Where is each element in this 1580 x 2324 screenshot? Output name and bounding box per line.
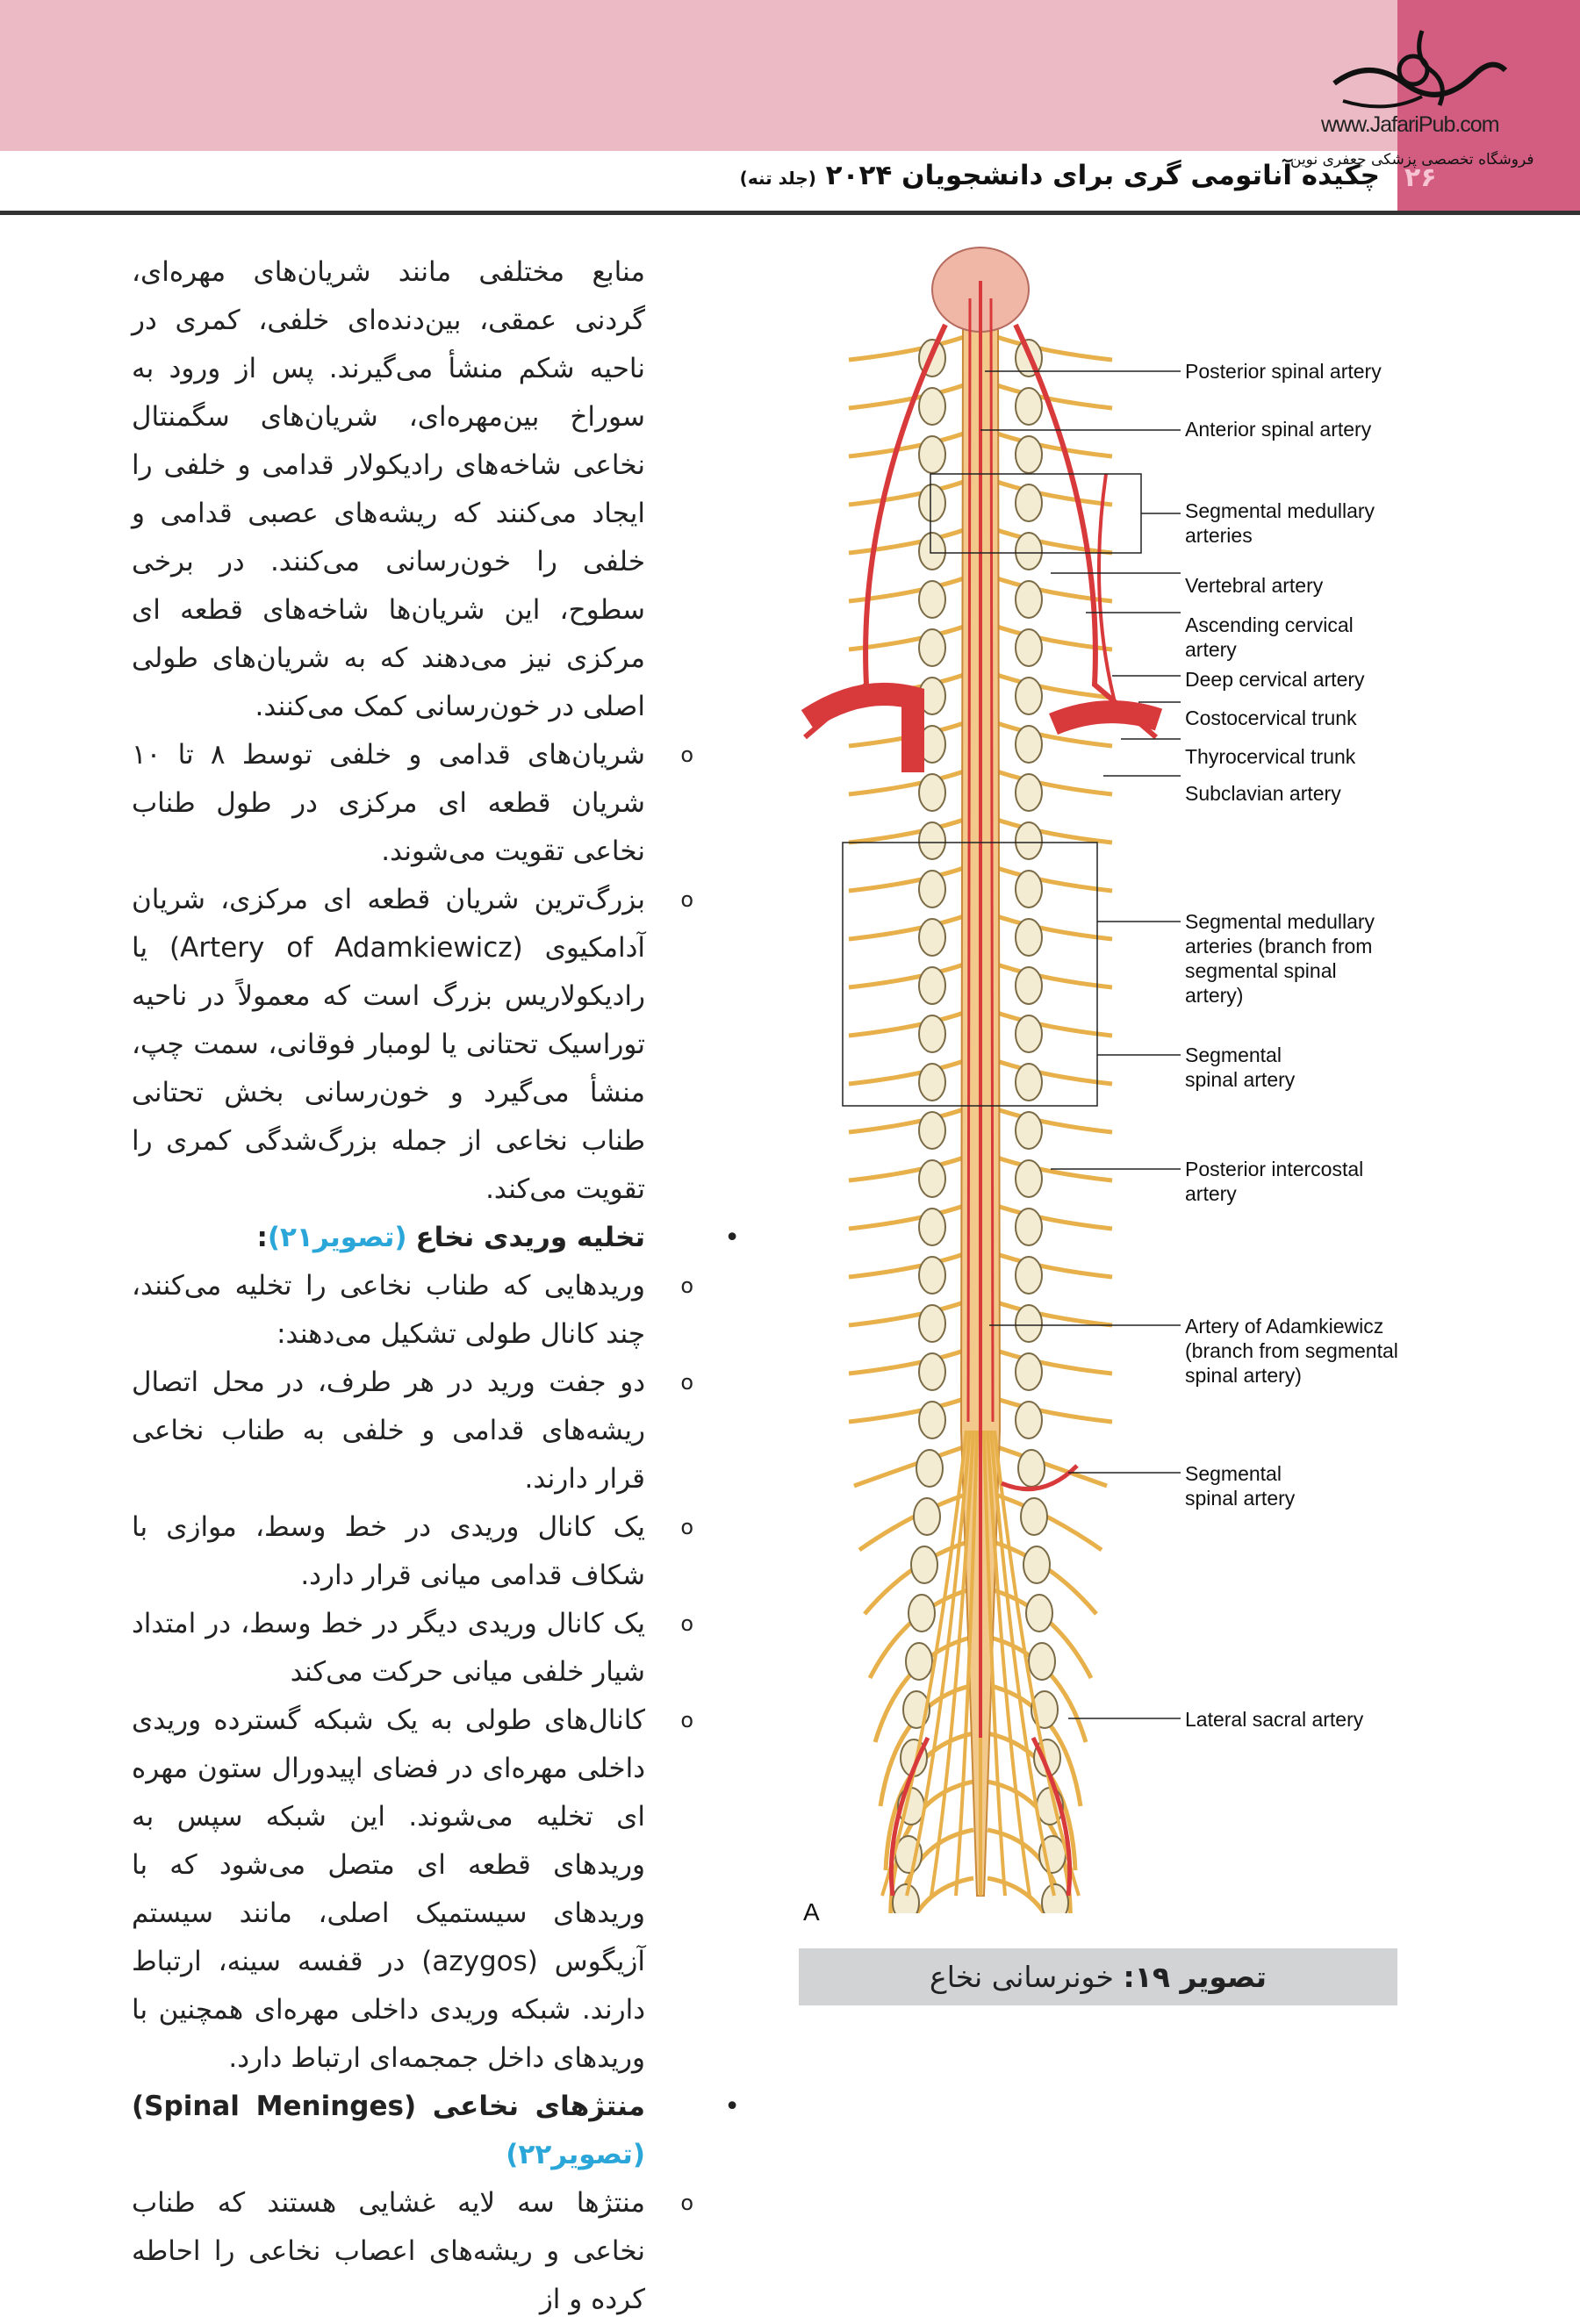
circle-bullet-icon: o — [680, 2191, 693, 2215]
label-thyrocervical-trunk: Thyrocervical trunk — [1185, 745, 1356, 768]
label-deep-cervical-artery: Deep cervical artery — [1185, 668, 1365, 691]
dorsal-root-ganglion — [908, 1595, 935, 1632]
dorsal-root-ganglion — [914, 1498, 940, 1535]
spinal-nerve — [988, 1202, 1112, 1229]
header-band — [0, 0, 1397, 151]
dorsal-root-ganglion — [919, 1160, 945, 1197]
dorsal-root-ganglion — [919, 1064, 945, 1101]
spinal-nerve — [988, 430, 1112, 456]
dorsal-root-ganglion — [1016, 629, 1042, 666]
dorsal-root-ganglion — [919, 822, 945, 859]
spinal-nerve — [988, 1444, 1107, 1486]
dorsal-root-ganglion — [919, 1353, 945, 1390]
subclavian-artery — [1053, 712, 1159, 724]
spinal-nerve — [849, 1395, 973, 1422]
dorsal-root-ganglion — [1016, 1015, 1042, 1052]
spinal-nerve — [988, 864, 1112, 891]
spinal-nerve — [854, 1444, 973, 1486]
heading-text: منتژهای نخاعی (Spinal Meninges) — [132, 2091, 645, 2122]
list-item-text: کانال‌های طولی به یک شبکه گسترده وریدی داخلی مهره‌ای در فضای اپیدورال ستون مهره ای تخلیه می‌شوند. این شبکه سپس به وریدهای قطعه ای متصل می‌شود که با وریدهای سیستمیک اصلی، مانند سیستم آزیگوس (azygos) در قفسه سینه، ارتباط دارند. شبکه وریدی داخلی مهره‌ای همچنین با وریدهای داخل جمجمه‌ای ارتباط دارد. — [132, 1704, 645, 2074]
dorsal-root-ganglion — [906, 1643, 932, 1680]
spinal-nerve — [849, 334, 973, 360]
spinal-nerve — [849, 1009, 973, 1036]
book-volume: (جلد تنه) — [739, 168, 816, 189]
section-heading-venous — [132, 1214, 740, 1262]
spinal-nerve — [849, 430, 973, 456]
shop-name: فروشگاه تخصصی پزشکی جعفری نوین — [1290, 151, 1534, 169]
bullet-icon: • — [724, 2091, 740, 2122]
label-posterior-intercostal-artery: Posterior intercostal artery — [1185, 1158, 1364, 1205]
section-heading-meninges — [132, 2083, 740, 2179]
list-item — [132, 731, 693, 876]
label-costocervical-trunk: Costocervical trunk — [1185, 707, 1357, 729]
label-ascending-cervical-artery: Ascending cervical artery — [1185, 613, 1354, 661]
dorsal-root-ganglion — [1016, 1064, 1042, 1101]
dorsal-root-ganglion — [1018, 1450, 1045, 1487]
list-item — [132, 876, 693, 1214]
dorsal-root-ganglion — [1042, 1884, 1068, 1913]
list-item-text: دو جفت ورید در هر طرف، در محل اتصال ریشه‌های قدامی و خلفی به طناب نخاعی قرار دارند. — [132, 1366, 645, 1495]
label-vertebral-artery: Vertebral artery — [1185, 574, 1324, 597]
dorsal-root-ganglion — [1021, 1498, 1047, 1535]
dorsal-root-ganglion — [919, 774, 945, 811]
dorsal-root-ganglion — [1016, 1257, 1042, 1294]
spinal-nerve — [988, 1347, 1112, 1374]
spinal-nerve — [988, 1106, 1112, 1132]
list-item-text: وریدهایی که طناب نخاعی را تخلیه می‌کنند، چند کانال طولی تشکیل می‌دهند: — [132, 1270, 645, 1350]
dorsal-root-ganglion — [1016, 967, 1042, 1004]
dorsal-root-ganglion — [919, 436, 945, 473]
circle-bullet-icon: o — [680, 1515, 693, 1539]
dorsal-root-ganglion — [1016, 581, 1042, 618]
list-item-text: منتژها سه لایه غشایی هستند که طناب نخاعی و ریشه‌های اعصاب نخاعی را احاطه کرده و از — [132, 2187, 645, 2315]
spinal-nerve — [988, 334, 1112, 360]
dorsal-root-ganglion — [916, 1450, 943, 1487]
dorsal-root-ganglion — [1016, 533, 1042, 570]
dorsal-root-ganglion — [919, 533, 945, 570]
spinal-nerve — [849, 1251, 973, 1277]
label-posterior-spinal-artery: Posterior spinal artery — [1185, 360, 1382, 383]
spinal-nerve — [849, 527, 973, 553]
spinal-nerve — [849, 1347, 973, 1374]
dorsal-root-ganglion — [893, 1884, 919, 1913]
dorsal-root-ganglion — [1029, 1643, 1055, 1680]
label-segmental-spinal-artery-lower: Segmental spinal artery — [1185, 1462, 1296, 1510]
list-item-text: بزرگ‌ترین شریان قطعه ای مرکزی، شریان آدامکیوی (Artery of Adamkiewicz) یا رادیکولاریس بزرگ است که معمولاً در ناحیه توراسیک تحتانی یا لومبار فوقانی، سمت چپ، منشأ می‌گیرد و خون‌رسانی بخش تحتانی طناب نخاعی از جمله بزرگ‌شدگی کمری را تقویت می‌کند. — [132, 884, 645, 1205]
spinal-nerve — [849, 1202, 973, 1229]
dorsal-root-ganglion — [1016, 726, 1042, 763]
dorsal-root-ganglion — [1016, 1402, 1042, 1438]
dorsal-root-ganglion — [919, 1209, 945, 1245]
bullet-icon: • — [724, 1223, 740, 1253]
spinal-nerve — [988, 1058, 1112, 1084]
spinal-nerve — [988, 961, 1112, 987]
circle-bullet-icon: o — [680, 742, 693, 767]
dorsal-root-ganglion — [1016, 822, 1042, 859]
list-item-text: یک کانال وریدی در خط وسط، موازی با شکاف قدامی میانی قرار دارد. — [132, 1511, 645, 1591]
spinal-nerve — [849, 913, 973, 939]
dorsal-root-ganglion — [919, 1257, 945, 1294]
panel-letter: A — [803, 1898, 820, 1926]
circle-bullet-icon: o — [680, 887, 693, 912]
spinal-nerve — [988, 816, 1112, 843]
list-item-text: شریان‌های قدامی و خلفی توسط ۸ تا ۱۰ شریان قطعه ای مرکزی در طول طناب نخاعی تقویت می‌شوند. — [132, 739, 645, 867]
dorsal-root-ganglion — [919, 919, 945, 956]
book-title — [740, 160, 1380, 191]
dorsal-root-ganglion — [1016, 774, 1042, 811]
spinal-nerve — [988, 1299, 1112, 1325]
spinal-nerve — [849, 1299, 973, 1325]
spinal-nerve — [988, 768, 1112, 794]
posterior-spinal-artery — [968, 298, 970, 1422]
dorsal-root-ganglion — [919, 629, 945, 666]
spinal-nerve — [988, 1154, 1112, 1180]
posterior-spinal-artery — [991, 298, 993, 1422]
deep-cervical-artery — [1099, 474, 1115, 702]
dorsal-root-ganglion — [1016, 1160, 1042, 1197]
spinal-nerve — [849, 1058, 973, 1084]
label-segmental-medullary-arteries-branch: Segmental medullary arteries (branch from segmental spinal artery) — [1185, 910, 1375, 1007]
dorsal-root-ganglion — [919, 871, 945, 907]
vertebral-artery — [805, 325, 945, 737]
spinal-nerve — [849, 1106, 973, 1132]
subclavian-artery — [808, 694, 913, 772]
label-anterior-spinal-artery: Anterior spinal artery — [1185, 418, 1372, 441]
circle-bullet-icon: o — [680, 1370, 693, 1395]
label-artery-of-adamkiewicz: Artery of Adamkiewicz (branch from segmental spinal artery) — [1185, 1315, 1398, 1387]
list-item — [132, 1503, 693, 1600]
dorsal-root-ganglion — [919, 484, 945, 521]
spinal-nerve — [849, 478, 973, 505]
list-item-text: یک کانال وریدی دیگر در خط وسط، در امتداد شیار خلفی میانی حرکت می‌کند — [132, 1608, 645, 1688]
dorsal-root-ganglion — [919, 1402, 945, 1438]
dorsal-root-ganglion — [911, 1546, 937, 1583]
list-item — [132, 1696, 693, 2083]
label-segmental-medullary-arteries: Segmental medullary arteries — [1185, 499, 1375, 547]
spinal-nerve — [988, 1395, 1112, 1422]
dorsal-root-ganglion — [1016, 436, 1042, 473]
page-number: ۲۶ — [1404, 162, 1437, 193]
dorsal-root-ganglion — [1016, 388, 1042, 425]
publisher-logo — [1317, 22, 1519, 118]
dorsal-root-ganglion — [1016, 1305, 1042, 1342]
figure-22-link[interactable]: (تصویر۲۲) — [506, 2139, 645, 2170]
spinal-nerve — [988, 478, 1112, 505]
publisher-url: www.JafariPub.com — [1321, 112, 1499, 137]
spinal-nerve — [988, 527, 1112, 553]
spinal-nerve — [988, 1009, 1112, 1036]
book-title-text: چکیده آناتومی گری برای دانشجویان ۲۰۲۴ — [825, 160, 1380, 191]
dorsal-root-ganglion — [1026, 1595, 1052, 1632]
figure-caption — [799, 1948, 1397, 2005]
dorsal-root-ganglion — [919, 581, 945, 618]
circle-bullet-icon: o — [680, 1611, 693, 1636]
header-divider — [0, 211, 1580, 215]
label-segmental-spinal-artery-upper: Segmental spinal artery — [1185, 1044, 1296, 1091]
list-item — [132, 2179, 693, 2324]
list-item — [132, 1262, 693, 1359]
dorsal-root-ganglion — [919, 1305, 945, 1342]
heading-text: تخلیه وریدی نخاع — [415, 1222, 645, 1253]
label-lateral-sacral-artery: Lateral sacral artery — [1185, 1708, 1364, 1731]
list-item — [132, 1359, 693, 1503]
heading-colon: : — [256, 1222, 268, 1253]
figure-21-link[interactable]: (تصویر۲۱) — [267, 1222, 407, 1253]
spinal-nerve — [988, 1251, 1112, 1277]
spinal-nerve — [849, 961, 973, 987]
dorsal-root-ganglion — [919, 1015, 945, 1052]
intro-paragraph: منابع مختلفی مانند شریان‌های مهره‌ای، گردنی عمقی، بین‌دنده‌ای خلفی، کمری در ناحیه شکم منشأ می‌گیرند. پس از ورود به سوراخ بین‌مهره‌ای، شریان‌های سگمنتال نخاعی شاخه‌های رادیکولار قدامی و خلفی را ایجاد می‌کنند که ریشه‌های عصبی قدامی و خلفی را خون‌رسانی می‌کنند. در برخی سطوح، این شریان‌ها شاخه‌های قطعه ای مرکزی نیز می‌دهند که به شریان‌های طولی اصلی در خون‌رسانی کمک می‌کنند. — [132, 256, 645, 722]
dorsal-root-ganglion — [1016, 1209, 1042, 1245]
dorsal-root-ganglion — [919, 388, 945, 425]
spinal-nerve — [849, 864, 973, 891]
dorsal-root-ganglion — [919, 1112, 945, 1149]
dorsal-root-ganglion — [1016, 919, 1042, 956]
caption-text: خونرسانی نخاع — [930, 1960, 1114, 1994]
dorsal-root-ganglion — [1016, 1353, 1042, 1390]
circle-bullet-icon: o — [680, 1708, 693, 1732]
circle-bullet-icon: o — [680, 1273, 693, 1298]
spinal-nerve — [849, 816, 973, 843]
dorsal-root-ganglion — [1023, 1546, 1050, 1583]
text-column — [132, 248, 740, 2324]
dorsal-root-ganglion — [1016, 1112, 1042, 1149]
label-subclavian-artery: Subclavian artery — [1185, 782, 1341, 805]
dorsal-root-ganglion — [1016, 871, 1042, 907]
spinal-nerve — [849, 1154, 973, 1180]
spinal-nerve — [988, 913, 1112, 939]
list-item — [132, 1600, 693, 1696]
dorsal-root-ganglion — [1016, 484, 1042, 521]
caption-number: تصویر ۱۹: — [1123, 1960, 1267, 1994]
dorsal-root-ganglion — [1016, 678, 1042, 714]
dorsal-root-ganglion — [919, 967, 945, 1004]
